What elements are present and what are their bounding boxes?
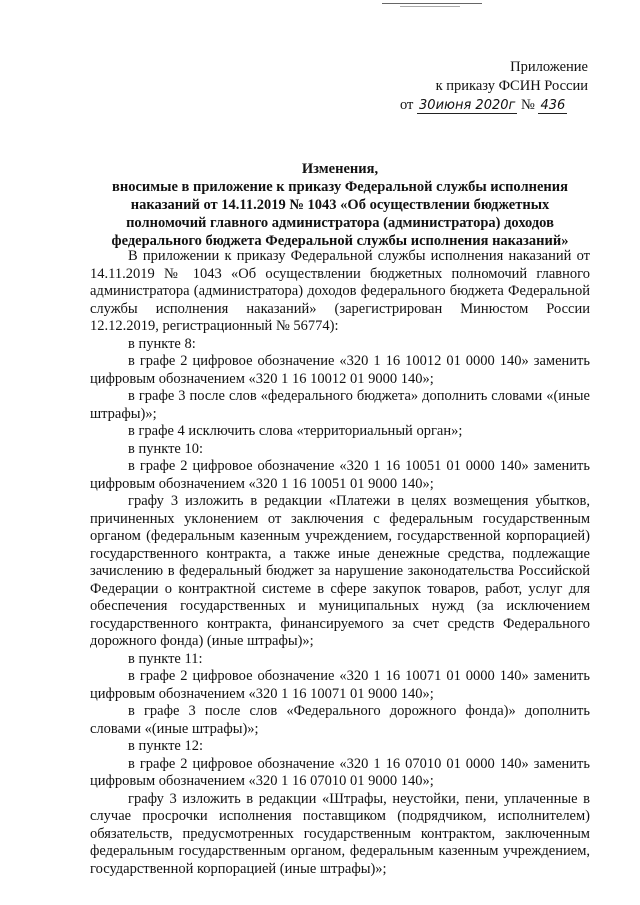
handwritten-number: 436 — [540, 98, 566, 113]
scan-mark — [400, 6, 460, 7]
paragraph: в графе 2 цифровое обозначение «320 1 16 10012 01 0000 140» заменить цифровым обозначением «320 1 16 10012 01 9000 140»; — [90, 353, 590, 387]
document-title — [90, 160, 590, 250]
annex-block — [400, 58, 600, 115]
paragraph: в пункте 10: — [128, 440, 204, 457]
annex-date-line — [400, 96, 600, 115]
paragraph: в пункте 12: — [128, 738, 204, 754]
paragraph: В приложении к приказу Федеральной службы исполнения наказаний от 14.11.2019 № 1043 «Об осуществлении бюджетных полномочий главного администратора (администратора) доходов федерального бюджета Федеральной службы исполнения наказаний» (зарегистрирован Минюстом России 12.12.2019, регистрационный № 56774): — [90, 248, 590, 334]
paragraph: в пункте 8: — [128, 335, 196, 352]
paragraph: графу 3 изложить в редакции «Штрафы, неустойки, пени, уплаченные в случае просрочки исполнения поставщиком (подрядчиком, исполнителем) обязательств, предусмотренных государственным контрактом, заключенным федеральным государственным органом, федеральным казенным учреждением, государственной корпорацией (иные штрафы)»; — [90, 790, 590, 877]
number-prefix: № — [520, 97, 535, 113]
paragraph: в графе 2 цифровое обозначение «320 1 16 10071 01 0000 140» заменить цифровым обозначением «320 1 16 10071 01 9000 140»; — [90, 668, 590, 702]
document-body — [90, 248, 590, 878]
paragraph: в графе 3 после слов «Федерального дорожного фонда)» дополнить словами «(иные штрафы)»; — [90, 703, 590, 737]
scan-mark — [382, 3, 482, 4]
title-subheading: вносимые в приложение к приказу Федеральной службы исполнения наказаний от 14.11.2019 № 1043 «Об осуществлении бюджетных полномочий главного администратора (администратора) доходов федерального бюджета Федеральной службы исполнения наказаний» — [111, 179, 569, 249]
paragraph: графу 3 изложить в редакции «Платежи в целях возмещения убытков, причиненных уклонением от заключения с федеральным государственным органом (федеральным казенным учреждением, государственной корпорацией) государственного контракта, а также иные денежные средства, подлежащие зачислению в федеральный бюджет за нарушение законодательства Российской Федерации о контрактной системе в сфере закупок товаров, работ, услуг для обеспечения государственных и муниципальных нужд (за исключением государственного контракта, финансируемого за счет средств Федерального дорожного фонда) (иные штрафы)»; — [90, 493, 590, 649]
date-prefix: от — [400, 97, 414, 113]
paragraph: в графе 3 после слов «федерального бюджета» дополнить словами «(иные штрафы)»; — [90, 388, 590, 422]
handwritten-date: 30июня 2020г — [419, 98, 516, 113]
paragraph: в графе 2 цифровое обозначение «320 1 16 07010 01 0000 140» заменить цифровым обозначением «320 1 16 07010 01 9000 140»; — [90, 755, 590, 789]
annex-order-ref: к приказу ФСИН России — [435, 78, 588, 94]
paragraph: в графе 2 цифровое обозначение «320 1 16 10051 01 0000 140» заменить цифровым обозначением «320 1 16 10051 01 9000 140»; — [90, 458, 590, 492]
annex-title: Приложение — [510, 59, 588, 75]
title-heading: Изменения, — [301, 161, 379, 177]
paragraph: в графе 4 исключить слова «территориальный орган»; — [128, 423, 463, 439]
paragraph: в пункте 11: — [128, 650, 203, 667]
